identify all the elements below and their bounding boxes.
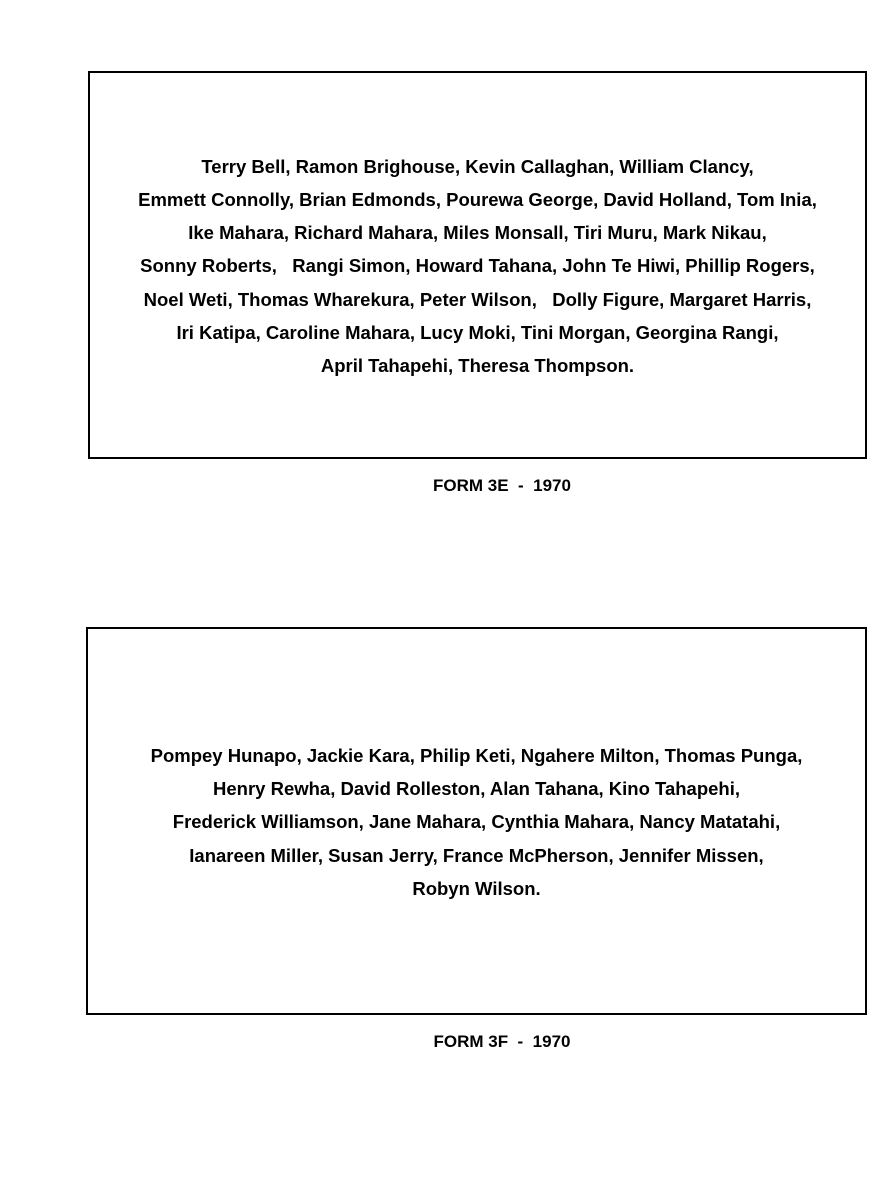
form-3f-caption: FORM 3F - 1970: [433, 1032, 571, 1051]
name-line: Pompey Hunapo, Jackie Kara, Philip Keti, Ngahere Milton, Thomas Punga,: [150, 744, 803, 766]
name-line: Terry Bell, Ramon Brighouse, Kevin Callaghan, William Clancy,: [201, 155, 754, 177]
name-line: Henry Rewha, David Rolleston, Alan Tahana, Kino Tahapehi,: [213, 778, 740, 800]
name-line: Noel Weti, Thomas Wharekura, Peter Wilson, Dolly Figure, Margaret Harris,: [143, 288, 812, 310]
name-line: Ianareen Miller, Susan Jerry, France McPherson, Jennifer Missen,: [189, 844, 764, 866]
form-3e-caption: FORM 3E - 1970: [433, 476, 571, 495]
name-line: Robyn Wilson.: [412, 877, 541, 899]
name-line: Ike Mahara, Richard Mahara, Miles Monsall, Tiri Muru, Mark Nikau,: [188, 222, 767, 244]
name-line: Iri Katipa, Caroline Mahara, Lucy Moki, Tini Morgan, Georgina Rangi,: [176, 321, 779, 343]
name-line: Frederick Williamson, Jane Mahara, Cynthia Mahara, Nancy Matatahi,: [172, 811, 781, 833]
form-3e-names-list: [138, 150, 817, 382]
name-line: Emmett Connolly, Brian Edmonds, Pourewa George, David Holland, Tom Inia,: [138, 188, 817, 210]
form-3f-names-list: [151, 739, 803, 905]
form-3e-names-box: [88, 71, 867, 459]
name-line: April Tahapehi, Theresa Thompson.: [320, 355, 635, 376]
name-line: Sonny Roberts, Rangi Simon, Howard Tahana, John Te Hiwi, Phillip Rogers,: [140, 255, 815, 277]
form-3f-names-box: [86, 627, 867, 1015]
